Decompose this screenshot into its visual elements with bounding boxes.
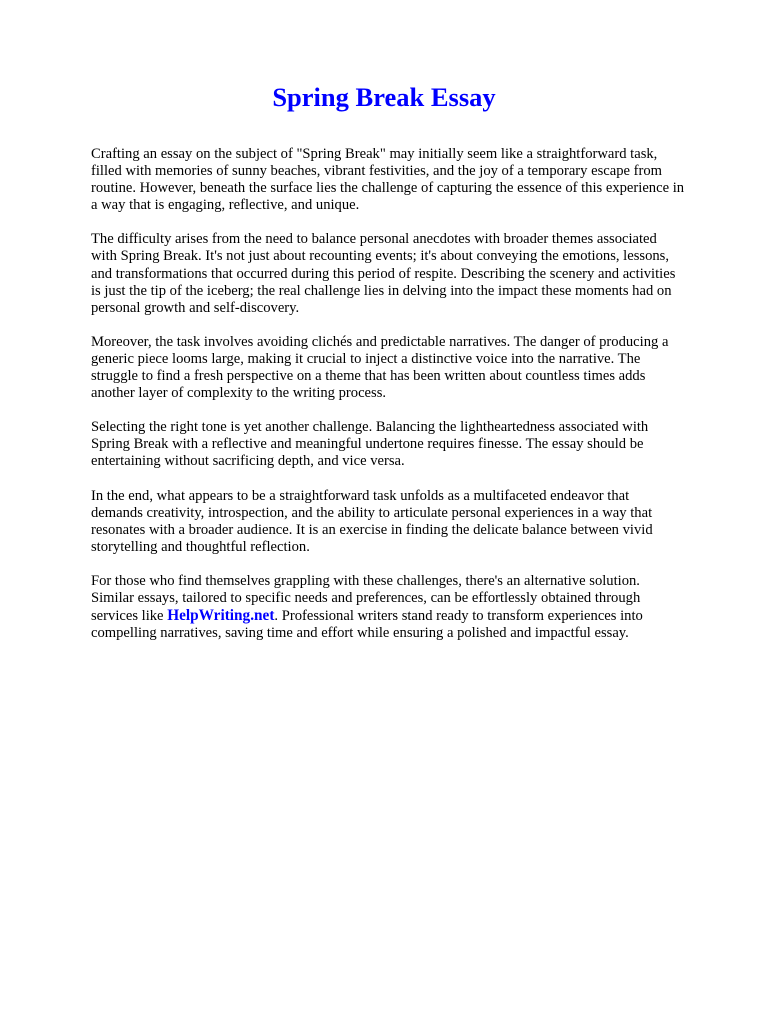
essay-paragraphs	[91, 146, 727, 556]
paragraph-line: compelling narratives, saving time and effort while ensuring a polished and impactful essay.	[91, 625, 629, 642]
paragraph-line: Similar essays, tailored to specific needs and preferences, can be effortlessly obtained through	[91, 589, 641, 606]
paragraph-line: is just the tip of the iceberg; the real challenge lies in delving into the impact these moments had on	[91, 282, 672, 299]
paragraph-line: resonates with a broader audience. It is an exercise in finding the delicate balance between vivid	[91, 521, 653, 538]
essay-paragraph	[91, 231, 727, 316]
paragraph-line: For those who find themselves grappling with these challenges, there's an alternative solution.	[91, 572, 640, 589]
page-title: Spring Break Essay	[272, 82, 496, 112]
paragraph-line: another layer of complexity to the writing process.	[91, 385, 387, 402]
link-suffix-text: . Professional writers stand ready to transform experiences into	[274, 608, 643, 625]
paragraph-line: and transformations that occurred during this period of respite. Describing the scenery and activities	[91, 265, 676, 282]
paragraph-line	[91, 607, 727, 625]
paragraph-line: In the end, what appears to be a straightforward task unfolds as a multifaceted endeavor that	[91, 487, 630, 504]
paragraph-line: struggle to find a fresh perspective on a theme that has been written about countless times adds	[91, 368, 646, 385]
closing-paragraph	[91, 573, 727, 642]
link-prefix-text: services like	[91, 608, 168, 625]
paragraph-line: demands creativity, introspection, and the ability to articulate personal experiences in a way that	[91, 504, 653, 521]
paragraph-line: with Spring Break. It's not just about recounting events; it's about conveying the emotions, lessons,	[91, 248, 669, 265]
paragraph-line: Spring Break with a reflective and meaningful undertone requires finesse. The essay should be	[91, 436, 644, 453]
paragraph-line: generic piece looms large, making it crucial to inject a distinctive voice into the narrative. The	[91, 350, 641, 367]
essay-paragraph	[91, 419, 727, 470]
essay-paragraph	[91, 146, 727, 214]
paragraph-line: The difficulty arises from the need to balance personal anecdotes with broader themes associated	[91, 231, 657, 248]
paragraph-line: Moreover, the task involves avoiding clichés and predictable narratives. The danger of producing a	[91, 333, 669, 350]
paragraph-line: entertaining without sacrificing depth, and vice versa.	[91, 453, 405, 470]
paragraph-line: a way that is engaging, reflective, and unique.	[91, 197, 360, 214]
paragraph-line: Crafting an essay on the subject of "Spring Break" may initially seem like a straightforward task,	[91, 146, 658, 162]
paragraph-line: storytelling and thoughtful reflection.	[91, 538, 310, 555]
paragraph-line: routine. However, beneath the surface lies the challenge of capturing the essence of this experience in	[91, 180, 685, 197]
paragraph-line: filled with memories of sunny beaches, vibrant festivities, and the joy of a temporary escape from	[91, 163, 663, 180]
paragraph-line: personal growth and self-discovery.	[91, 299, 300, 316]
helpwriting-link[interactable]: HelpWriting.net	[167, 607, 275, 625]
essay-paragraph	[91, 334, 727, 402]
essay-paragraph	[91, 488, 727, 556]
essay-body	[91, 146, 727, 659]
paragraph-line: Selecting the right tone is yet another challenge. Balancing the lightheartedness associated with	[91, 419, 649, 436]
